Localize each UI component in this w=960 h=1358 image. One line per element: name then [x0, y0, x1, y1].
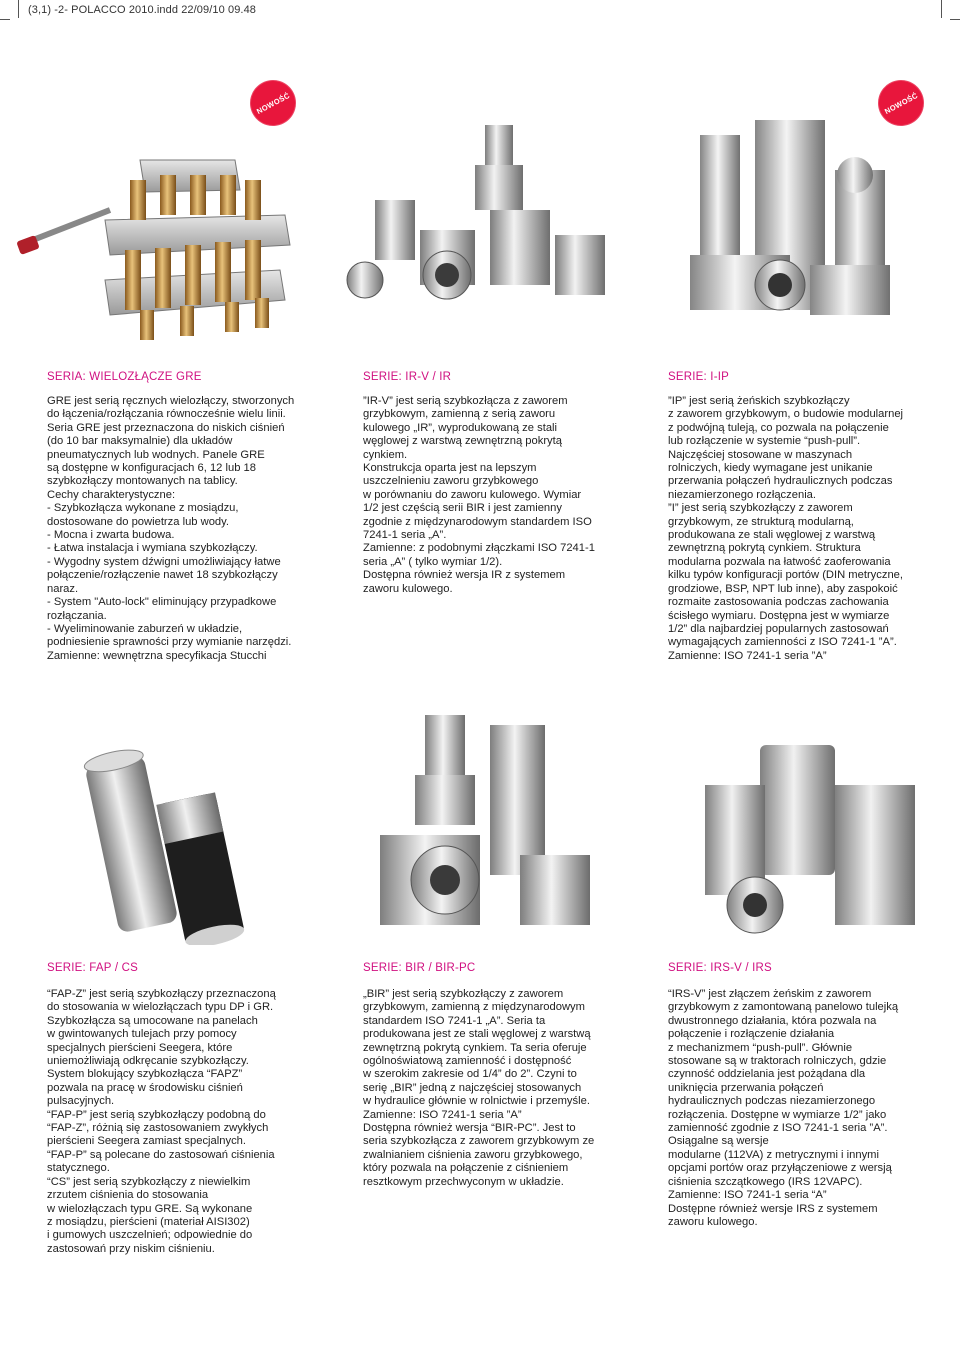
gre-multicoupling-photo [10, 120, 310, 350]
section-body-gre: GRE jest serią ręcznych wielozłączy, stworzonych do łączenia/rozłączania równocześnie wielu linii. Seria GRE jest przeznaczona do niskich ciśnień (do 10 bar maksymalnie) dla układów pneumatycznych lub wodnych. Panele GRE są dostępne w konfiguracjach 6, 12 lub 18 szybkozłączy montowanych na tablicy. Cechy charakterystyczne: - Szybkozłącza wykonane z mosiądzu, dostosowane do powietrza lub wody. - Mocna i zwarta budowa. - Łatwa instalacja i wymiana szybkozłączy. - Wygodny system dźwigni umożliwiający łatwe połączenie/rozłączenie nawet 18 szybkozłączy naraz. - System "Auto-lock" eliminujący przypadkowe rozłączania. - Wyeliminowanie zaburzeń w układzie, podniesienie sprawności przy wymianie narzędzi. Zamienne: wewnętrzna specyfikacja Stucchi [47, 395, 295, 662]
section-title-irs: SERIE: IRS-V / IRS [668, 962, 772, 974]
section-title-bir: SERIE: BIR / BIR-PC [363, 962, 476, 974]
crop-mark-top-left [0, 19, 10, 20]
file-info: (3,1) -2- POLACCO 2010.indd 22/09/10 09.48 [28, 4, 257, 16]
section-title-gre: SERIA: WIELOZŁĄCZE GRE [47, 371, 202, 383]
new-badge-right-label: NOWOŚĆ [882, 90, 920, 116]
bir-couplings-photo [370, 705, 600, 930]
new-badge-left-label: NOWOŚĆ [254, 90, 292, 116]
section-body-fap-cs: “FAP-Z” jest serią szybkozłączy przeznaczoną do stosowania w wielozłączach typu DP i GR. Szybkozłącza są umocowane na panelach w gwintowanych tulejach przy pomocy specjalnych pierścieni Seegera, które uniemożliwiają odkręcanie szybkozłączy. System blokujący szybkozłącza “FAPZ” pozwala na pracę w środowisku ciśnień pulsacyjnych. “FAP-P” jest serią szybkozłączy podobną do “FAP-Z”, różnią się zastosowaniem zwykłych pierścieni Seegera zamiast specjalnych. “FAP-P” są polecane do zastosowań ciśnienia statycznego. “CS” jest serią szybkozłączy z niewielkim zrzutem ciśnienia do stosowania w wielozłączach typu GRE. Są wykonane z mosiądzu, pierścieni (materiał AISI302) i gumowych uszczelnień; odpowiednie do zastosowań przy niskim ciśnieniu. [47, 988, 276, 1255]
crop-mark-right [941, 0, 942, 18]
crop-mark-left [18, 0, 19, 18]
ir-v-couplings-photo [335, 115, 625, 310]
i-ip-couplings-photo [670, 110, 930, 320]
section-title-ir-v: SERIE: IR-V / IR [363, 371, 452, 383]
section-body-irs: “IRS-V” jest złączem żeńskim z zaworem grzybkowym z zamontowaną panelowo tulejką dwustronnego działania, która pozwala na połączenie i rozłączenie działania z mechanizmem “push-pull”. Głównie stosowane są w traktorach rolniczych, gdzie czynność oddzielania jest pożądana dla uniknięcia przerwania połączeń hydraulicznych podczas niezamierzonego rozłączenia. Dostępne w wymiarze 1/2” jako zamienność zgodnie z ISO 7241-1 seria ”A”. Osiągalne są wersje modularne (112VA) z metrycznymi i innymi opcjami portów oraz przyłączeniowe z wersją ciśnienia szczątkowego (IRS 12VAPC). Zamienne: ISO 7241-1 seria “A” Dostępne również wersje IRS z systemem zaworu kulowego. [668, 988, 899, 1228]
fap-cs-couplings-photo [70, 735, 290, 945]
section-title-fap-cs: SERIE: FAP / CS [47, 962, 138, 974]
section-body-ir-v: ”IR-V” jest serią szybkozłącza z zaworem grzybkowym, zamienną z serią zaworu kulowego „IR”, wyprodukowaną ze stali węglowej z warstwą zewnętrzną pokrytą cynkiem. Konstrukcja oparta jest na lepszym uszczelnieniu zaworu grzybkowego w porównaniu do zaworu kulowego. Wymiar 1/2 jest częścią serii BIR i jest zamienny zgodnie z międzynarodowym standardem ISO 7241-1 seria „A”. Zamienne: z podobnymi złączkami ISO 7241-1 seria „A” ( tylko wymiar 1/2). Dostępna również wersja IR z systemem zaworu kulowego. [363, 395, 595, 595]
crop-mark-top-right [950, 19, 960, 20]
section-body-bir: „BIR” jest serią szybkozłączy z zaworem grzybkowym, zamienną z międzynarodowym standardem ISO 7241-1 „A”. Seria ta produkowana jest ze stali węglowej z warstwą zewnętrzną pokrytą cynkiem. Ta seria oferuje ogólnoświatową zamienność i dostępność w szerokim zakresie od 1/4” do 2”. Czyni to serię „BIR” jedną z najczęściej stosowanych w hydraulice głównie w rolnictwie i przemyśle. Zamienne: ISO 7241-1 seria ”A” Dostępna również wersja “BIR-PC”. Jest to seria szybkozłącza z zaworem grzybkowym ze zwalnianiem ciśnienia zaworu grzybkowego, który pozwala na połączenie z ciśnieniem resztkowym przechwyconym w układzie. [363, 988, 595, 1188]
section-title-i-ip: SERIE: I-IP [668, 371, 729, 383]
print-header [0, 0, 960, 20]
section-body-i-ip: ”IP” jest serią żeńskich szybkozłączy z zaworem grzybkowym, o budowie modularnej z podwójną tuleją, co pozwala na połączenie lub rozłączenie w systemie “push-pull”. Najczęściej stosowane w maszynach rolniczych, kiedy wymagane jest unikanie przerwania połączeń hydraulicznych podczas niezamierzonego rozłączenia. ”I” jest serią szybkozłączy z zaworem grzybkowym, ze strukturą modularną, produkowana ze stali węglowej z warstwą zewnętrzną pokrytą cynkiem. Struktura modularna pozwala na łatwość zaoferowania kilku typów konfiguracji portów (DIN metryczne, grodziowe, BSP, NPT lub inne), aby zaspokoić rozmaite zastosowania podczas zachowania ścisłego wymiaru. Dostępna jest w wymiarze 1/2” dla najbardziej popularnych zastosowań wymagających zamienności z ISO 7241-1 ”A”. Zamienne: ISO 7241-1 seria ”A” [668, 395, 904, 662]
irs-couplings-photo [665, 745, 930, 935]
